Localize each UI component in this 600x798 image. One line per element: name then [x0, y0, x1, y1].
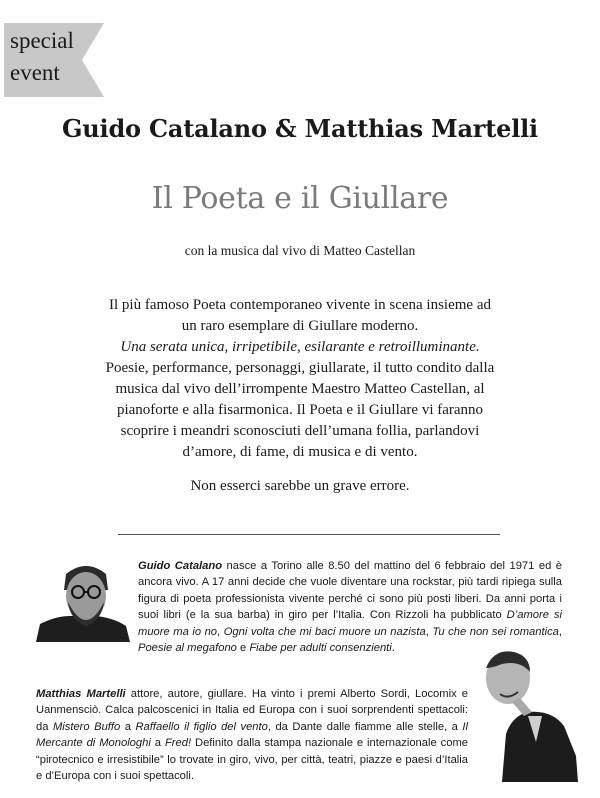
bio-text: .: [391, 642, 395, 655]
bio-text: , da Dante dalle fiamme alle stelle, a: [267, 720, 463, 733]
book-title: Fiabe per adulti consenzienti: [249, 642, 392, 655]
special-event-ribbon: [4, 23, 104, 97]
description-line: d’amore, di fame, di musica e di vento.: [182, 444, 418, 460]
book-title: Ogni volta che mi baci muore un nazista: [223, 625, 426, 638]
bio-text: Definito dalla stampa nazionale e internazionale come “pirotecnico e irresistibile” lo trovate in giro, vivo, per città, teatri, piazze e paesi d’Italia e d’Europa con i suoi spettacoli.: [36, 737, 468, 783]
book-title: D’amore si muore ma io no: [138, 609, 562, 638]
page-title: Guido Catalano & Matthias Martelli: [62, 114, 538, 143]
show-title: Raffaello il figlio del vento: [135, 720, 268, 733]
description-line: scoprire i meandri sconosciuti dell’umana follia, parlandovi: [120, 423, 480, 439]
bio-name: Matthias Martelli: [36, 688, 126, 700]
bio-text: ,: [558, 625, 562, 638]
bio-text: ,: [217, 625, 224, 638]
ribbon-line1: special: [10, 28, 74, 53]
music-credit: con la musica dal vivo di Matteo Castellan: [184, 243, 416, 258]
book-title: Poesie al megafono: [138, 642, 237, 655]
bio-text: e: [236, 642, 250, 655]
guido-catalano-bio: [138, 558, 562, 656]
description-line: musica dal vivo dell’irrompente Maestro Matteo Castellan, al: [115, 381, 485, 397]
ribbon-line2: event: [10, 60, 60, 85]
description-line: pianoforte e alla fisarmonica. Il Poeta e il Giullare vi faranno: [116, 402, 484, 418]
bio-text: nasce a Torino alle 8.50 del mattino del 6 febbraio del 1971 ed è ancora vivo. A 17 anni decide che vuole diventare una rockstar, più tardi ripiega sulla figura di poeta professionista vivente perché ci sono più posti liberi. Da anni porta i suoi libri (e la sua barba) in giro per l’Italia. Con Rizzoli ha pubblicato: [138, 560, 562, 622]
matthias-martelli-bio: [36, 686, 468, 784]
show-subtitle: Il Poeta e il Giullare: [151, 181, 449, 216]
show-title: Il Mercante di Monologhi: [36, 720, 468, 750]
show-title: Mistero Buffo: [52, 720, 121, 733]
guido-catalano-photo: [36, 560, 130, 642]
description-line: Il più famoso Poeta contemporaneo vivente in scena insieme ad: [109, 297, 491, 313]
divider: [118, 534, 500, 535]
description-line: un raro esemplare di Giullare moderno.: [181, 318, 419, 334]
bio-name: Guido Catalano: [138, 560, 223, 572]
bio-text: attore, autore, giullare. Ha vinto i premi Alberto Sordi, Locomix e Uanmensciò. Calca palcoscenici in Italia ed Europa con i suoi sorprendenti spettacoli: da: [36, 688, 468, 733]
show-title: Fred!: [164, 737, 192, 750]
bio-text: a: [120, 720, 136, 733]
bio-text: a: [150, 737, 165, 750]
description-line: Poesie, performance, personaggi, giullarate, il tutto condito dalla: [105, 360, 495, 376]
book-title: Tu che non sei romantica: [432, 625, 559, 638]
description-tagline: Una serata unica, irripetibile, esilarante e retroilluminante.: [120, 339, 480, 355]
show-description: [60, 295, 540, 463]
ribbon-text: [10, 25, 74, 89]
closing-line: Non esserci sarebbe un grave errore.: [190, 478, 410, 494]
bio-text: ,: [425, 625, 433, 638]
matthias-martelli-photo: [472, 646, 578, 782]
